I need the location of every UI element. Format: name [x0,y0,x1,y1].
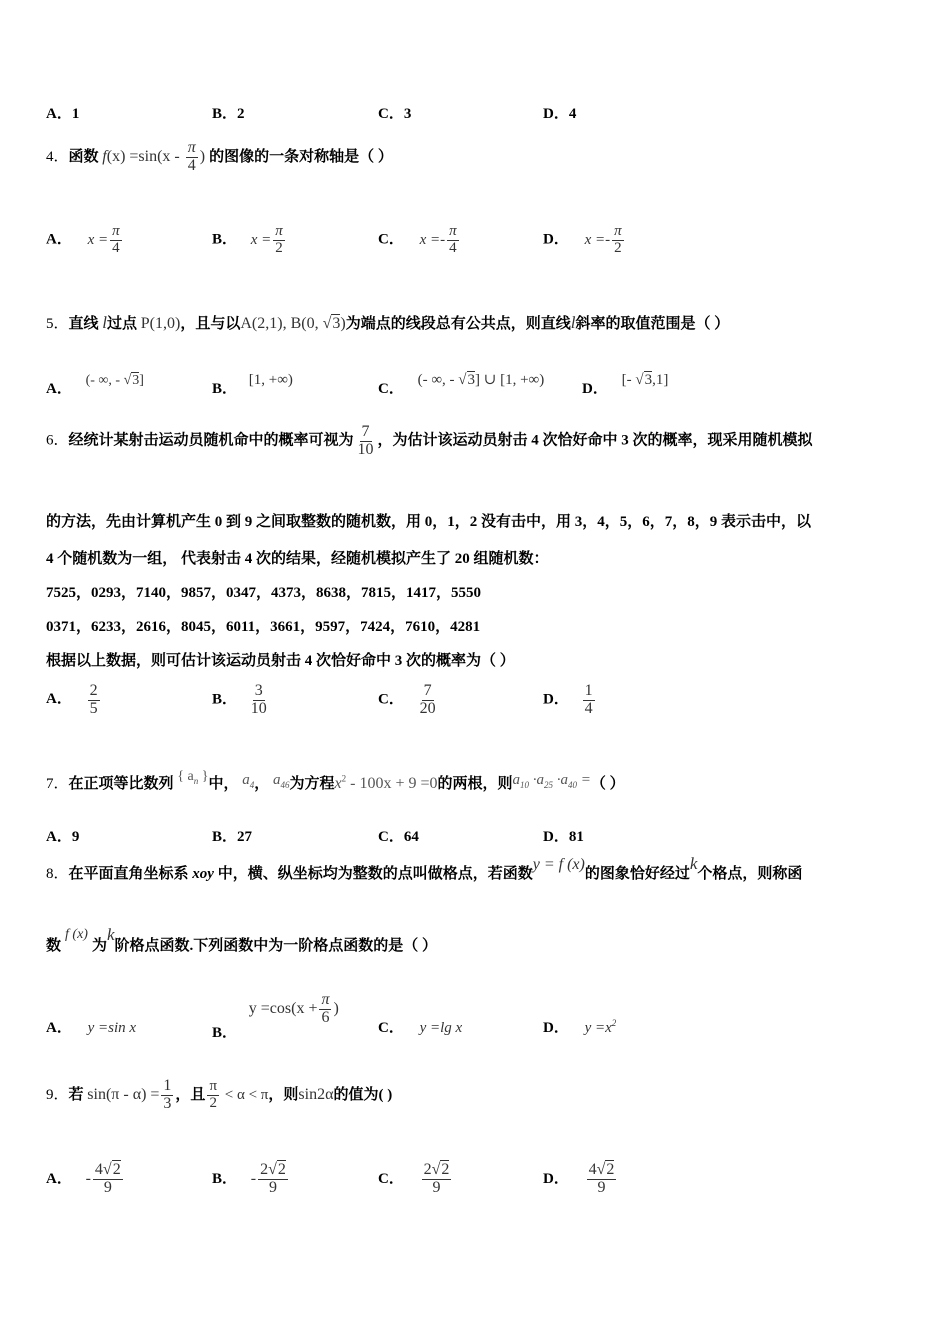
q6-option-d[interactable]: D． $\frac{1}{4}$ [543,682,593,717]
question-number: 5． [46,316,69,332]
q7-option-a[interactable]: A．9 [46,829,80,845]
q3-option-a[interactable]: A．1 [46,106,80,122]
q4-option-d[interactable]: D． x =- $\frac{\pi}{2}$ [543,223,622,256]
q8-option-b[interactable]: B． y =cos(x + $\frac{\pi}{6}$ ) [212,991,339,1041]
q7-option-b[interactable]: B．27 [212,829,253,845]
question-9: 9．若 sin(π - α) = $\frac{1}{3}$ ，且 $\frac{\pi}{2}$ < α < π，则sin2α的值为( ) [46,1077,393,1112]
q9-option-a[interactable]: A． - $\frac{4√2}{9}$ [46,1161,121,1196]
q9-option-d[interactable]: D． $\frac{4√2}{9}$ [543,1161,615,1196]
q6-ask: 根据以上数据，则可估计该运动员射击 4 次恰好命中 3 次的概率为（ ） [46,653,515,669]
q5-option-d[interactable]: D． [- √3,1] [582,372,669,397]
question-number: 9． [46,1086,69,1103]
q6-data-row-2: 0371，6233，2616，8045，6011，3661，9597，7424，7610，4281 [46,619,481,635]
q9-option-b[interactable]: B． - $\frac{2√2}{9}$ [212,1161,286,1196]
q4-formula: f(x) =sin(x - $\frac{\pi}{4}$ ) [102,139,206,174]
q5-points-ab: A(2,1), B(0, √3) [240,315,346,332]
q8-option-a[interactable]: A． y =sin x [46,1020,137,1036]
question-number: 4． [46,148,69,165]
q7-product: $a_{10} \cdot a_{25} \cdot a_{40}$ = [512,772,591,790]
question-7: 7．在正项等比数列 { $a_n$ }中， $a_4$， $a_{46}$为方程$x^2 - 100x + 9 =0$的两根，则$a_{10} \cdot a_{25} \cdot a_{40}$ =（ ） [46,769,625,792]
q5-option-b[interactable]: B． [1, +∞) [212,372,293,397]
q9-range: $\frac{\pi}{2}$ < α < π [209,1078,269,1112]
q4-option-c[interactable]: C． x =- $\frac{\pi}{4}$ [378,223,457,256]
q6-line-3: 4 个随机数为一组， 代表射击 4 次的结果，经随机模拟产生了 20 组随机数： [46,551,549,567]
q8-option-d[interactable]: D． $y =x^2$ [543,1018,617,1036]
q4-option-b[interactable]: B． x = $\frac{\pi}{2}$ [212,223,283,256]
q7-equation: $x^2 - 100x + 9 =0$ [334,773,438,792]
question-number: 7． [46,776,69,792]
q5-point-p: P(1,0) [140,315,181,332]
q6-option-b[interactable]: B． $\frac{3}{10}$ [212,682,267,717]
question-5: 5．直线 l过点 P(1,0)，且与以A(2,1), B(0, √3)为端点的线段总有公共点，则直线l斜率的取值范围是（ ） [46,313,730,332]
q6-data-row-1: 7525，0293，7140，9857，0347，4373，8638，7815，1417，5550 [46,585,482,601]
q6-line-2: 的方法，先由计算机产生 0 到 9 之间取整数的随机数，用 0，1，2 没有击中，用 3，4，5，6，7，8，9 表示击中，以 [46,514,812,530]
q7-option-d[interactable]: D．81 [543,829,584,845]
q6-probability: $\frac{7}{10}$ [357,423,374,458]
q3-option-c[interactable]: C．3 [378,106,412,122]
q9-option-c[interactable]: C． $\frac{2√2}{9}$ [378,1161,450,1196]
question-4: 4．函数 f(x) =sin(x - $\frac{\pi}{4}$ ) 的图像的一条对称轴是（ ） [46,139,393,174]
question-8: 8．在平面直角坐标系 xoy 中，横、纵坐标均为整数的点叫做格点，若函数y = f (x)的图象恰好经过k个格点，则称函 [46,854,803,882]
question-number: 8． [46,866,69,882]
q5-option-a[interactable]: A． (- ∞, - √3] [46,373,144,397]
q5-option-c[interactable]: C． (- ∞, - √3] ∪ [1, +∞) [378,372,545,397]
q9-condition: sin(π - α) = $\frac{1}{3}$ [87,1077,172,1112]
q6-option-c[interactable]: C． $\frac{7}{20}$ [378,682,436,717]
q6-option-a[interactable]: A． $\frac{2}{5}$ [46,682,98,717]
q8-line-2: 数f (x)为k阶格点函数.下列函数中为一阶格点函数的是（ ） [46,925,438,954]
q7-option-c[interactable]: C．64 [378,829,419,845]
question-6: 6．经统计某射击运动员随机命中的概率可视为 $\frac{7}{10}$ ，为估计该运动员射击 4 次恰好命中 3 次的概率，现采用随机模拟 [46,423,813,458]
q4-option-a[interactable]: A． x = $\frac{\pi}{4}$ [46,223,120,256]
q3-option-b[interactable]: B．2 [212,106,245,122]
q7-sequence: { $a_n$ } [177,769,209,786]
q3-option-d[interactable]: D．4 [543,106,577,122]
q8-option-c[interactable]: C． y =lg x [378,1020,463,1036]
question-number: 6． [46,432,69,449]
